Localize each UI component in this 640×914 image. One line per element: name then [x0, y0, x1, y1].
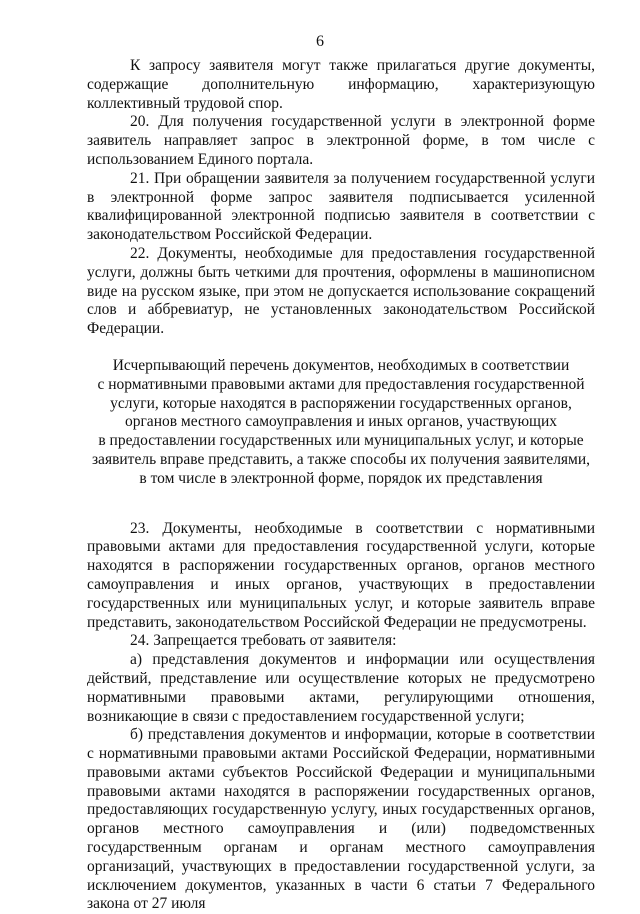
- document-body: [87, 57, 595, 914]
- paragraph-24-b: б) представления документов и информации, которые в соответствии с нормативными правовыми актами Российской Федерации, нормативными правовыми актами субъектов Российской Федерации и муниципальными правовыми актами находятся в распоряжении государственных органов, предоставляющих государственную услугу, иных государственных органов, органов местного самоуправления и (или) подведомственных государственным органам и органам местного самоуправления организаций, участвующих в предоставлении государственной услуги, за исключением документов, указанных в части 6 статьи 7 Федерального закона от 27 июля: [87, 726, 595, 913]
- heading-line: органов местного самоуправления и иных органов, участвующих: [124, 413, 558, 431]
- heading-line: услуги, которые находятся в распоряжении государственных органов,: [110, 394, 572, 412]
- heading-line: в том числе в электронной форме, порядок их представления: [139, 469, 543, 487]
- heading-line: с нормативными правовыми актами для предоставления государственной: [97, 375, 585, 393]
- page-number: 6: [316, 33, 324, 50]
- paragraph-24-a: а) представления документов и информации или осуществления действий, представление или осуществление которых не предусмотрено нормативными правовыми актами, регулирующими отношения, возникающие в связи с предоставлением государственной услуги;: [87, 651, 595, 725]
- paragraph-21: 21. При обращении заявителя за получением государственной услуги в электронной форме запрос заявителя подписывается усиленной квалифицированной электронной подписью заявителя в соответствии с законодательством Российской Федерации.: [87, 169, 595, 244]
- heading-line: заявитель вправе представить, а также способы их получения заявителями,: [91, 450, 591, 468]
- paragraph-22: 22. Документы, необходимые для предоставления государственной услуги, должны быть четкими для прочтения, оформлены в машинописном виде на русском языке, при этом не допускается использование сокращений слов и аббревиатур, не установленных законодательством Российской Федерации.: [87, 244, 595, 338]
- paragraph-23: 23. Документы, необходимые в соответствии с нормативными правовыми актами для предоставления государственной услуги, которые находятся в распоряжении государственных органов, органов местного самоуправления и иных органов, участвующих в предоставлении государственных или муниципальных услуг, и которые заявитель вправе представить, законодательством Российской Федерации не предусмотрены.: [87, 519, 595, 631]
- paragraph-20: 20. Для получения государственной услуги в электронной форме заявитель направляет запрос в электронной форме, в том числе с использованием Единого портала.: [87, 113, 595, 168]
- heading-line: Исчерпывающий перечень документов, необходимых в соответствии: [112, 356, 570, 374]
- paragraph-additional-documents: К запросу заявителя могут также прилагаться другие документы, содержащие дополнительную информацию, характеризующую коллективный трудовой спор.: [87, 57, 595, 112]
- section-heading: [87, 357, 595, 489]
- paragraph-24: 24. Запрещается требовать от заявителя:: [130, 632, 397, 650]
- heading-line: в предоставлении государственных или муниципальных услуг, и которые: [98, 432, 584, 450]
